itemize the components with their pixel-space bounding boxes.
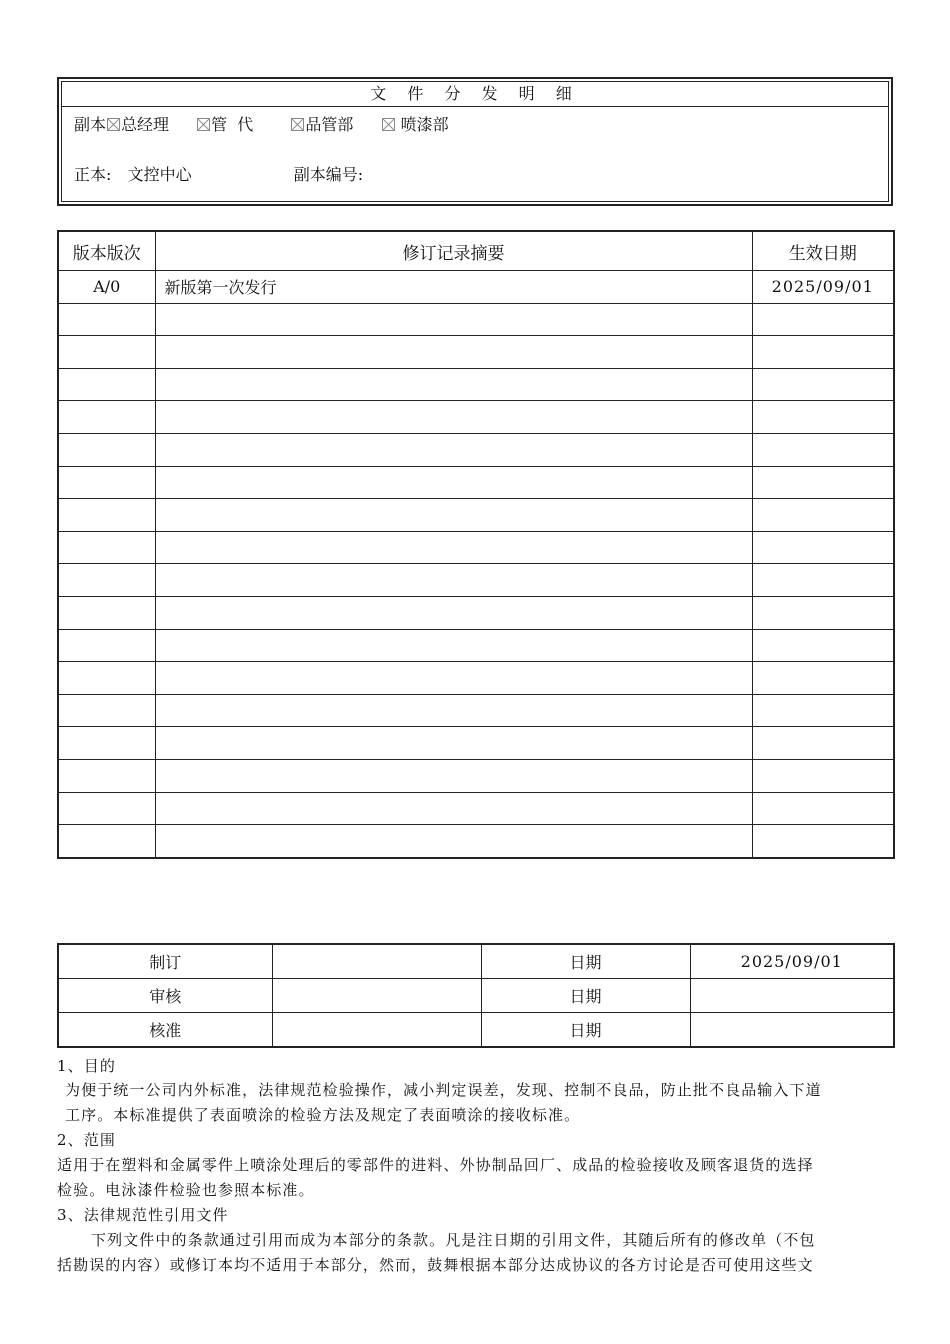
summary-cell[interactable] <box>155 303 752 336</box>
table-row <box>58 727 894 760</box>
original-value: 文控中心 <box>127 165 192 184</box>
table-row <box>58 596 894 629</box>
effective-date-cell[interactable] <box>752 694 894 727</box>
version-cell[interactable] <box>58 825 155 858</box>
version-cell[interactable]: A/0 <box>58 271 155 304</box>
table-row <box>58 694 894 727</box>
section-2-title: 2、范围 <box>57 1131 116 1149</box>
table-row <box>58 303 894 336</box>
role-cell: 制订 <box>58 944 272 979</box>
summary-cell[interactable] <box>155 368 752 401</box>
table-row <box>58 499 894 532</box>
effective-date-cell[interactable] <box>752 368 894 401</box>
table-header-row <box>58 231 894 271</box>
summary-cell[interactable] <box>155 662 752 695</box>
checkbox-icon[interactable] <box>382 118 395 131</box>
copy-item-paint: 喷漆部 <box>395 115 449 134</box>
checkbox-icon[interactable] <box>291 118 304 131</box>
table-row <box>58 531 894 564</box>
effective-date-cell[interactable] <box>752 727 894 760</box>
version-cell[interactable] <box>58 564 155 597</box>
role-cell: 核准 <box>58 1013 272 1048</box>
table-row <box>58 979 894 1013</box>
effective-date-cell[interactable] <box>752 336 894 369</box>
version-cell[interactable] <box>58 596 155 629</box>
effective-date-cell[interactable] <box>752 466 894 499</box>
version-cell[interactable] <box>58 336 155 369</box>
effective-date-cell[interactable] <box>752 531 894 564</box>
version-cell[interactable] <box>58 401 155 434</box>
copy-item-rep: 管 代 <box>211 115 254 134</box>
table-row <box>58 1013 894 1048</box>
distribution-title: 文 件 分 发 明 细 <box>62 82 888 107</box>
table-row <box>58 433 894 466</box>
name-cell[interactable] <box>272 944 481 979</box>
summary-cell[interactable] <box>155 336 752 369</box>
checkbox-icon[interactable] <box>107 118 120 131</box>
version-cell[interactable] <box>58 499 155 532</box>
table-row <box>58 368 894 401</box>
summary-cell[interactable] <box>155 759 752 792</box>
version-cell[interactable] <box>58 466 155 499</box>
section-2-line-2: 检验。电泳漆件检验也参照本标准。 <box>57 1181 315 1199</box>
name-cell[interactable] <box>272 1013 481 1048</box>
table-row <box>58 944 894 979</box>
version-cell[interactable] <box>58 531 155 564</box>
header-effective-date: 生效日期 <box>752 231 894 271</box>
summary-cell[interactable] <box>155 531 752 564</box>
effective-date-cell[interactable] <box>752 792 894 825</box>
table-row <box>58 564 894 597</box>
copy-number-label: 副本编号: <box>293 165 364 184</box>
table-row <box>58 401 894 434</box>
summary-cell[interactable] <box>155 401 752 434</box>
role-cell: 审核 <box>58 979 272 1013</box>
table-row <box>58 466 894 499</box>
effective-date-cell[interactable] <box>752 401 894 434</box>
date-label-cell: 日期 <box>481 979 690 1013</box>
table-row <box>58 825 894 858</box>
version-cell[interactable] <box>58 629 155 662</box>
original-line <box>74 162 363 185</box>
signoff-table <box>57 943 895 1048</box>
summary-cell[interactable] <box>155 825 752 858</box>
summary-cell[interactable] <box>155 694 752 727</box>
summary-cell[interactable] <box>155 792 752 825</box>
version-cell[interactable] <box>58 433 155 466</box>
summary-cell[interactable] <box>155 466 752 499</box>
summary-cell[interactable] <box>155 433 752 466</box>
distribution-box <box>57 77 893 206</box>
section-1-line-2: 工序。本标准提供了表面喷涂的检验方法及规定了表面喷涂的接收标准。 <box>65 1106 581 1124</box>
version-cell[interactable] <box>58 792 155 825</box>
section-1-title: 1、目的 <box>57 1057 116 1075</box>
effective-date-cell[interactable] <box>752 596 894 629</box>
header-summary: 修订记录摘要 <box>155 231 752 271</box>
section-3-line-2: 括勘误的内容）或修订本均不适用于本部分，然而，鼓舞根据本部分达成协议的各方讨论是否可使用这些文 <box>57 1256 814 1274</box>
revision-table <box>57 230 895 859</box>
table-row <box>58 629 894 662</box>
version-cell[interactable] <box>58 662 155 695</box>
effective-date-cell[interactable] <box>752 303 894 336</box>
table-row <box>58 271 894 304</box>
effective-date-cell[interactable] <box>752 825 894 858</box>
table-row <box>58 792 894 825</box>
version-cell[interactable] <box>58 694 155 727</box>
table-row <box>58 662 894 695</box>
summary-cell[interactable] <box>155 564 752 597</box>
effective-date-cell[interactable] <box>752 433 894 466</box>
copy-recipients <box>74 112 449 135</box>
copy-label: 副本 <box>74 115 107 134</box>
checkbox-icon[interactable] <box>197 118 210 131</box>
section-3-title: 3、法律规范性引用文件 <box>57 1206 229 1224</box>
section-3-line-1: 下列文件中的条款通过引用而成为本部分的条款。凡是注日期的引用文件，其随后所有的修改单（不包 <box>91 1231 816 1249</box>
date-label-cell: 日期 <box>481 1013 690 1048</box>
date-cell[interactable]: 2025/09/01 <box>690 944 894 979</box>
date-label-cell: 日期 <box>481 944 690 979</box>
section-1-line-1: 为便于统一公司内外标准，法律规范检验操作，减小判定误差，发现、控制不良品，防止批不良品输入下道 <box>65 1081 822 1099</box>
date-cell[interactable] <box>690 1013 894 1048</box>
effective-date-cell[interactable] <box>752 759 894 792</box>
version-cell[interactable] <box>58 759 155 792</box>
version-cell[interactable] <box>58 303 155 336</box>
effective-date-cell[interactable] <box>752 662 894 695</box>
effective-date-cell[interactable] <box>752 499 894 532</box>
summary-cell[interactable] <box>155 596 752 629</box>
name-cell[interactable] <box>272 979 481 1013</box>
summary-cell[interactable] <box>155 629 752 662</box>
table-row <box>58 759 894 792</box>
version-cell[interactable] <box>58 368 155 401</box>
original-label: 正本: <box>74 165 112 184</box>
effective-date-cell[interactable] <box>752 629 894 662</box>
copy-item-qa: 品管部 <box>305 115 354 134</box>
effective-date-cell[interactable] <box>752 564 894 597</box>
version-cell[interactable] <box>58 727 155 760</box>
effective-date-cell[interactable]: 2025/09/01 <box>752 271 894 304</box>
summary-cell[interactable] <box>155 727 752 760</box>
copy-item-gm: 总经理 <box>121 115 170 134</box>
section-2-line-1: 适用于在塑料和金属零件上喷涂处理后的零部件的进料、外协制品回厂、成品的检验接收及顾客退货的选择 <box>57 1156 814 1174</box>
summary-cell[interactable]: 新版第一次发行 <box>155 271 752 304</box>
header-version: 版本版次 <box>58 231 155 271</box>
table-row <box>58 336 894 369</box>
summary-cell[interactable] <box>155 499 752 532</box>
date-cell[interactable] <box>690 979 894 1013</box>
